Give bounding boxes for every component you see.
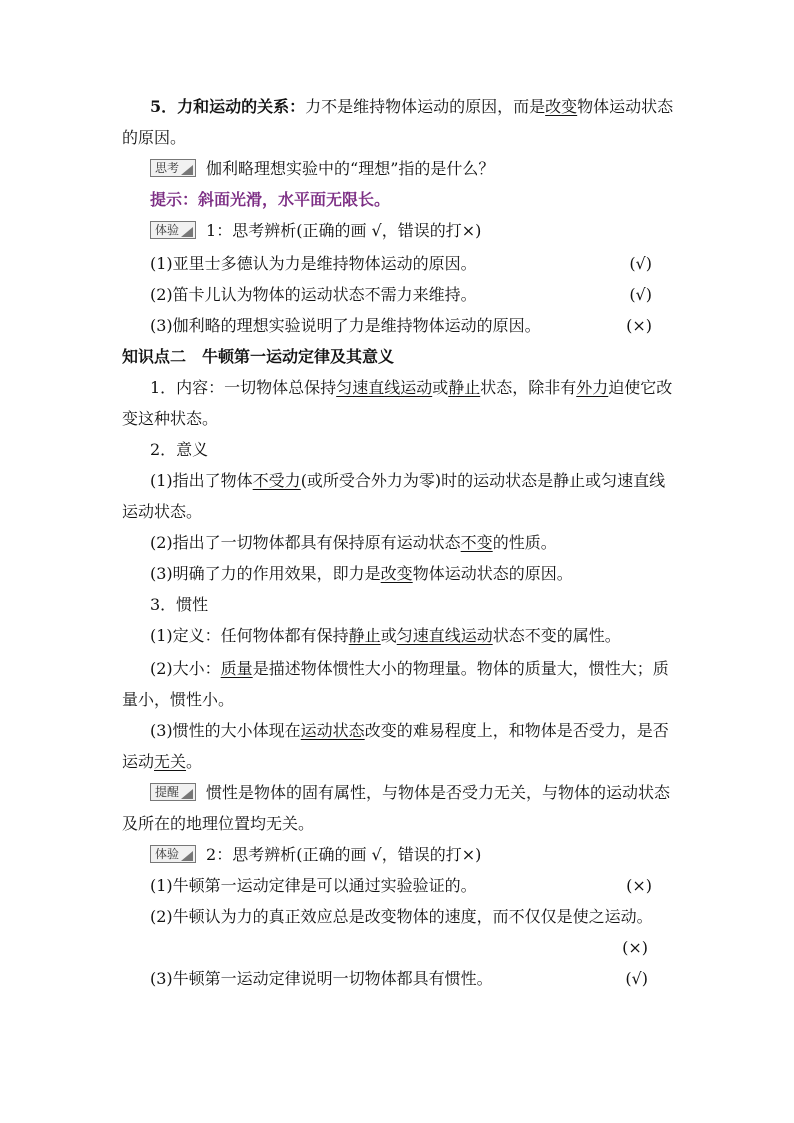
experience-tag-icon: 体验	[150, 845, 196, 863]
underlined-term: 无关	[154, 752, 187, 771]
remind-tag-icon: 提醒	[150, 783, 196, 801]
hint-text: 斜面光滑，水平面无限长。	[198, 190, 391, 209]
judgement-mark: (√)	[625, 969, 648, 988]
item-heading: 5．力和运动的关系：	[150, 97, 306, 116]
judgement-mark: (×)	[626, 316, 652, 335]
judgement-item: (3)牛顿第一运动定律说明一切物体都具有惯性。 (√)	[0, 964, 794, 994]
judgement-item: (1)牛顿第一运动定律是可以通过实验验证的。 (×)	[0, 871, 794, 901]
think-question: 伽利略理想实验中的“理想”指的是什么？	[206, 159, 495, 178]
underlined-term: 改变	[545, 97, 578, 116]
section-title: 知识点二 牛顿第一运动定律及其意义	[122, 347, 395, 366]
underlined-term: 不受力	[252, 471, 301, 490]
subheading-meaning: 2．意义	[150, 440, 209, 459]
hint-label: 提示：	[150, 190, 199, 209]
paragraph-content: 1．内容：一切物体总保持匀速直线运动或静止状态，除非有外力迫使它改	[150, 378, 673, 397]
judgement-item: (1)亚里士多德认为力是维持物体运动的原因。 (√)	[0, 249, 794, 279]
judgement-item: (2)牛顿认为力的真正效应总是改变物体的速度，而不仅仅是使之运动。	[150, 907, 653, 926]
paragraph-force-motion: 5．力和运动的关系：力不是维持物体运动的原因，而是改变物体运动状态	[150, 97, 674, 116]
meaning-item-3: (3)明确了力的作用效果，即力是改变物体运动状态的原因。	[150, 564, 573, 583]
underlined-term: 不变	[460, 533, 493, 552]
meaning-item-1: (1)指出了物体不受力(或所受合外力为零)时的运动状态是静止或匀速直线	[150, 471, 666, 490]
inertia-item-1: (1)定义：任何物体都有保持静止或匀速直线运动状态不变的属性。	[150, 626, 621, 645]
judgement-mark: (×)	[622, 938, 648, 957]
judgement-mark: (√)	[629, 285, 652, 304]
inertia-item-3: (3)惯性的大小体现在运动状态改变的难易程度上，和物体是否受力，是否	[150, 721, 669, 740]
judgement-mark: (√)	[629, 254, 652, 273]
judgement-item: (2)笛卡儿认为物体的运动状态不需力来维持。 (√)	[0, 280, 794, 310]
underlined-term: 匀速直线运动	[396, 626, 493, 645]
underlined-term: 外力	[576, 378, 609, 397]
experience-tag-icon: 体验	[150, 221, 196, 239]
experience-2-header: 体验 2：思考辨析(正确的画 √，错误的打×)	[0, 840, 794, 870]
think-tag-icon: 思考	[150, 159, 196, 177]
think-block	[0, 154, 794, 184]
document-page: 5．力和运动的关系：力不是维持物体运动的原因，而是改变物体运动状态 的原因。 思考 伽利略理想实验中的“理想”指的是什么？ 提示：斜面光滑，水平面无限长。 体验 1：思考辨析(正确的画 √，错误的打×) (1)亚里士多德认为力是维持物体运动的原因。 (√) (2)笛卡儿认为物体的运动状态不需力来维持。 (√) (3)伽利略的理想实验说明了力是维持物体运动的原因。 (×) 知识点二 牛顿第一运动定律及其意义 1．内容：一切物体总保持匀速直线运动或静止状态，除非有外力迫使它改 变这种状态。 2．意义 (1)指出了物体不受力(或所受合外力为零)时的运动状态是静止或匀速直线 运动状态。 (2)指出了一切物体都具有保持原有运动状态不变的性质。 (3)明确了力的作用效果，即力是改变物体运动状态的原因。 3．惯性 (1)定义：任何物体都有保持静止或匀速直线运动状态不变的属性。 (2)大小：质量是描述物体惯性大小的物理量。物体的质量大，惯性大；质 量小，惯性小。 (3)惯性的大小体现在运动状态改变的难易程度上，和物体是否受力，是否 运动无关。 提醒 惯性是物体的固有属性，与物体是否受力无关，与物体的运动状态 及所在的地理位置均无关。 体验 2：思考辨析(正确的画 √，错误的打×) (1)牛顿第一运动定律是可以通过实验验证的。 (×) (2)牛顿认为力的真正效应总是改变物体的速度，而不仅仅是使之运动。 (×) (3)牛顿第一运动定律说明一切物体都具有惯性。 (√)	[0, 0, 794, 1123]
meaning-item-2: (2)指出了一切物体都具有保持原有运动状态不变的性质。	[150, 533, 557, 552]
underlined-term: 改变	[380, 564, 413, 583]
experience-1-header: 体验 1：思考辨析(正确的画 √，错误的打×)	[0, 216, 794, 246]
hint-block	[0, 185, 794, 215]
underlined-term: 运动状态	[300, 721, 365, 740]
inertia-item-2: (2)大小：质量是描述物体惯性大小的物理量。物体的质量大，惯性大；质	[150, 659, 669, 678]
judgement-mark: (×)	[626, 876, 652, 895]
subheading-inertia: 3．惯性	[150, 595, 209, 614]
underlined-term: 匀速直线运动	[336, 378, 433, 397]
remind-block: 提醒 惯性是物体的固有属性，与物体是否受力无关，与物体的运动状态	[0, 778, 794, 808]
underlined-term: 质量	[220, 659, 253, 678]
underlined-term: 静止	[348, 626, 381, 645]
judgement-item: (3)伽利略的理想实验说明了力是维持物体运动的原因。 (×)	[0, 311, 794, 341]
underlined-term: 静止	[448, 378, 481, 397]
